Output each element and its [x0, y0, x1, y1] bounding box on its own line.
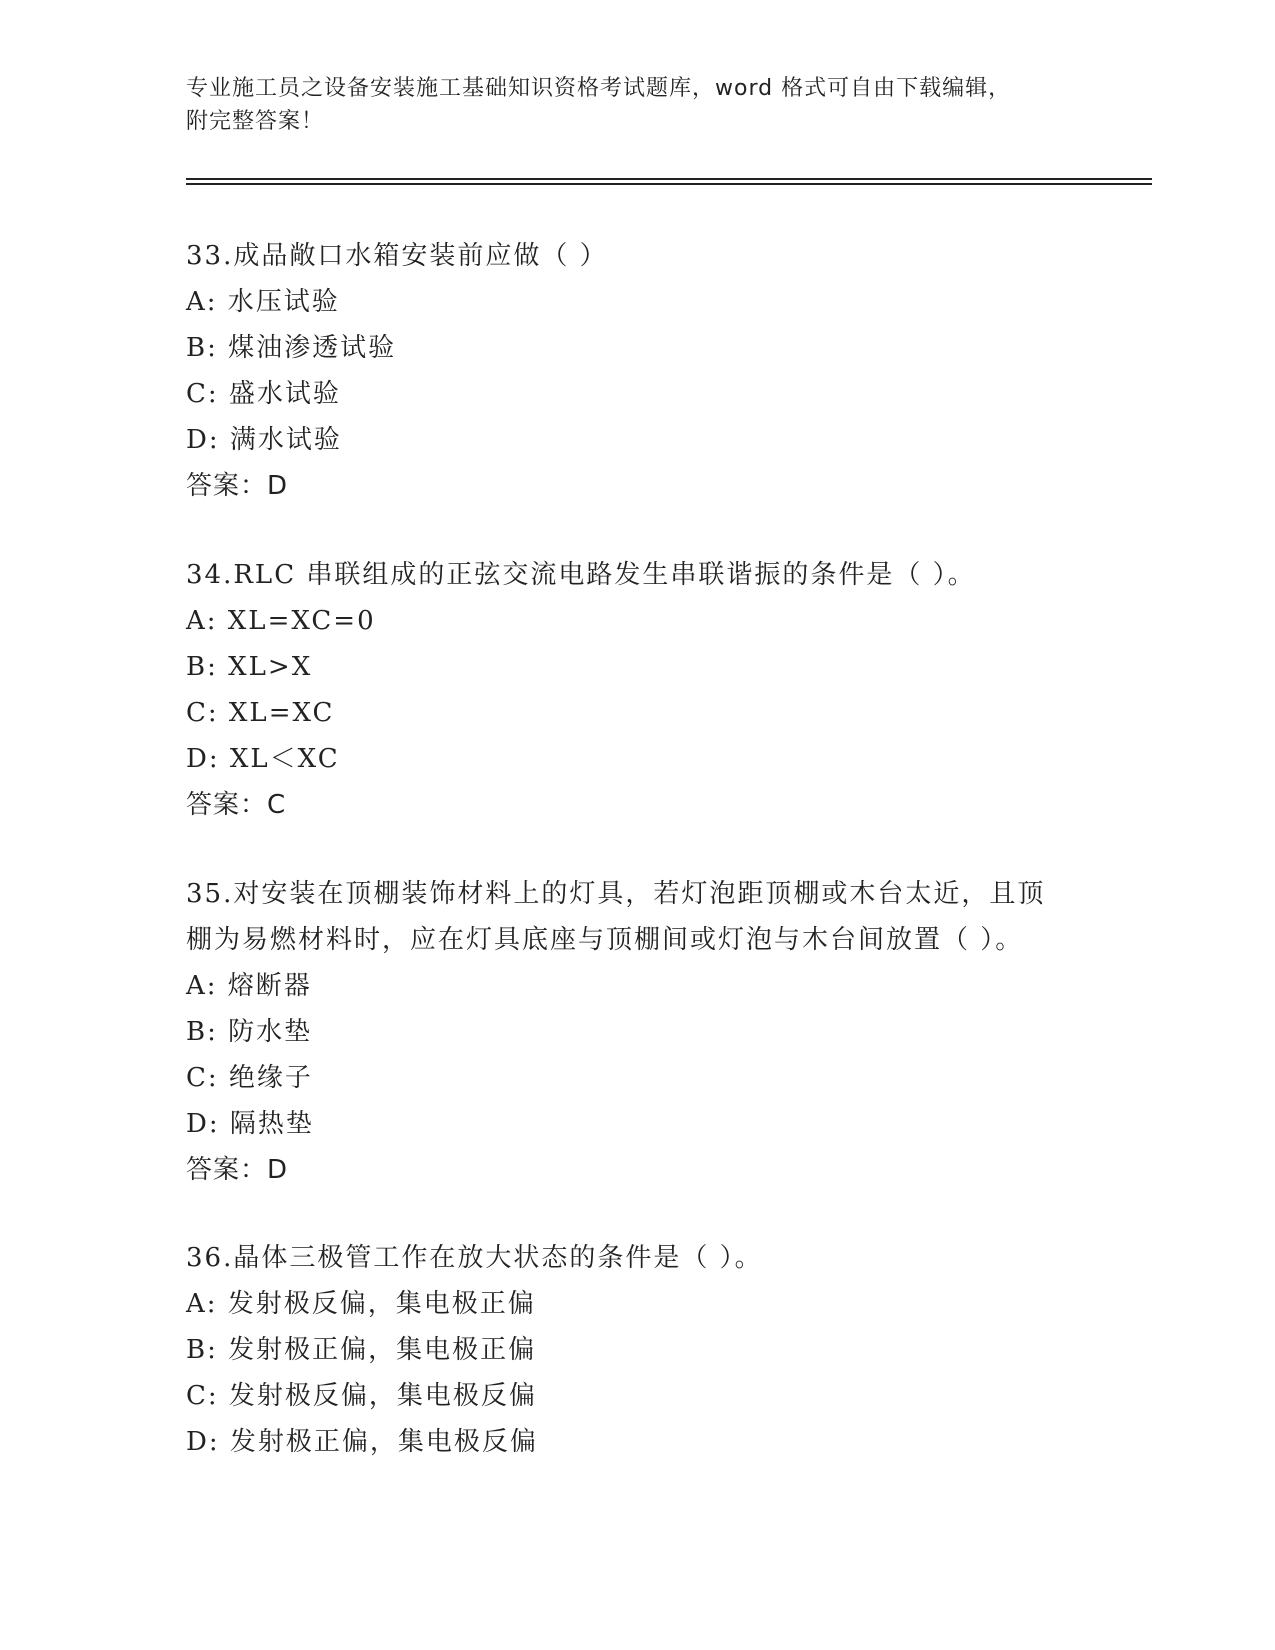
option-c: C: XL=XC [186, 698, 335, 728]
option-c: C: 发射极反偏，集电极反偏 [186, 1381, 537, 1411]
question-stem-line-2: 棚为易燃材料时，应在灯具底座与顶棚间或灯泡与木台间放置（ ）。 [186, 925, 1024, 955]
question-36 [186, 1235, 1086, 1465]
option-b: B: 煤油渗透试验 [186, 333, 397, 363]
question-stem: 36.晶体三极管工作在放大状态的条件是（ ）。 [186, 1243, 763, 1273]
option-a: A: 熔断器 [186, 971, 312, 1001]
question-35 [186, 871, 1086, 1193]
header-line-2: 附完整答案！ [186, 109, 325, 134]
answer: 答案：D [186, 471, 289, 501]
document-header [186, 72, 1086, 138]
answer: 答案：C [186, 790, 287, 820]
question-stem: 33.成品敞口水箱安装前应做（ ） [186, 241, 608, 271]
answer: 答案：D [186, 1155, 289, 1185]
header-divider-bottom [186, 183, 1152, 185]
option-c: C: 盛水试验 [186, 379, 341, 409]
option-a: A: 水压试验 [186, 287, 340, 317]
option-c: C: 绝缘子 [186, 1063, 313, 1093]
option-a: A: XL=XC=0 [186, 606, 376, 636]
header-divider-top [186, 178, 1152, 180]
option-d: D: 发射极正偏，集电极反偏 [186, 1427, 538, 1457]
option-d: D: XL＜XC [186, 744, 340, 774]
question-34 [186, 552, 1086, 828]
option-b: B: 防水垫 [186, 1017, 313, 1047]
question-33 [186, 233, 1086, 509]
question-stem: 34.RLC 串联组成的正弦交流电路发生串联谐振的条件是（ ）。 [186, 560, 976, 590]
option-b: B: XL>X [186, 652, 313, 682]
option-a: A: 发射极反偏，集电极正偏 [186, 1289, 536, 1319]
option-d: D: 满水试验 [186, 425, 342, 455]
question-stem-line-1: 35.对安装在顶棚装饰材料上的灯具，若灯泡距顶棚或木台太近，且顶 [186, 879, 1046, 909]
option-b: B: 发射极正偏，集电极正偏 [186, 1335, 537, 1365]
header-line-1: 专业施工员之设备安装施工基础知识资格考试题库，word 格式可自由下载编辑， [186, 76, 1012, 101]
option-d: D: 隔热垫 [186, 1109, 314, 1139]
